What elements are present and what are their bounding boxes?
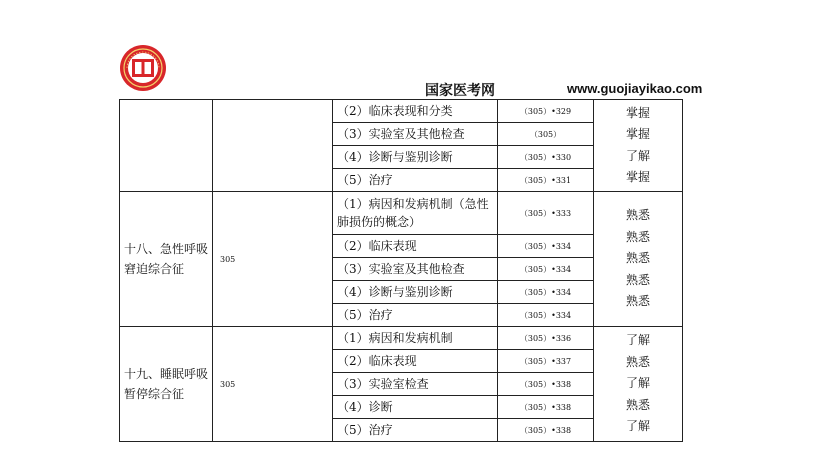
site-logo — [119, 44, 167, 92]
ref-cell: （305） — [498, 123, 594, 146]
level-text: 掌握 — [625, 127, 650, 141]
ref-cell: （305）•338 — [498, 396, 594, 419]
disease-cell — [120, 327, 213, 442]
level-text: 熟悉 — [625, 208, 650, 223]
item-cell: （4）诊断与鉴别诊断 — [333, 281, 498, 304]
level-cell — [594, 100, 683, 192]
item-line1: （1）病因和发病机制（急性 — [337, 197, 489, 211]
code-cell — [213, 100, 333, 192]
item-cell: （2）临床表现 — [333, 235, 498, 258]
disease-name-line2: 暂停综合征 — [124, 387, 185, 401]
ref-cell: （305）•334 — [498, 258, 594, 281]
ref-cell: （305）•330 — [498, 146, 594, 169]
item-cell: （1）病因和发病机制 — [333, 327, 498, 350]
item-cell: （4）诊断 — [333, 396, 498, 419]
site-title: 国家医考网 — [425, 83, 495, 99]
item-cell: （4）诊断与鉴别诊断 — [333, 146, 498, 169]
disease-cell — [120, 100, 213, 192]
level-cell — [594, 192, 683, 327]
syllabus-table — [119, 99, 683, 442]
disease-name-line1: 十八、急性呼吸 — [124, 242, 209, 256]
level-text: 掌握 — [625, 170, 650, 184]
item-cell: （2）临床表现和分类 — [333, 100, 498, 123]
level-text: 熟悉 — [625, 272, 650, 287]
ref-cell: （305）•338 — [498, 373, 594, 396]
ref-cell: （305）•334 — [498, 281, 594, 304]
level-text: 熟悉 — [625, 397, 650, 412]
item-line2: 肺损伤的概念） — [337, 215, 422, 229]
level-text: 熟悉 — [625, 229, 650, 244]
disease-name-line1: 十九、睡眠呼吸 — [124, 367, 209, 381]
ref-cell: （305）•336 — [498, 327, 594, 350]
item-cell: （5）治疗 — [333, 304, 498, 327]
ref-cell: （305）•333 — [498, 192, 594, 235]
item-cell — [333, 192, 498, 235]
ref-cell: （305）•331 — [498, 169, 594, 192]
table-row — [120, 100, 683, 123]
ref-cell: （305）•338 — [498, 419, 594, 442]
code-cell: 305 — [213, 327, 333, 442]
code-cell: 305 — [213, 192, 333, 327]
ref-cell: （305）•337 — [498, 350, 594, 373]
level-text: 了解 — [625, 376, 650, 391]
ref-cell: （305）•334 — [498, 304, 594, 327]
item-cell: （2）临床表现 — [333, 350, 498, 373]
item-cell: （3）实验室及其他检查 — [333, 258, 498, 281]
level-text: 熟悉 — [625, 354, 650, 369]
site-url-link[interactable]: www.guojiayikao.com — [567, 81, 703, 96]
level-text: 熟悉 — [625, 251, 650, 266]
level-text: 了解 — [625, 148, 650, 163]
ref-cell: （305）•329 — [498, 100, 594, 123]
level-text: 了解 — [625, 419, 650, 434]
level-text: 掌握 — [625, 105, 650, 120]
item-cell: （5）治疗 — [333, 419, 498, 442]
disease-cell — [120, 192, 213, 327]
item-cell: （3）实验室及其他检查 — [333, 123, 498, 146]
level-cell — [594, 327, 683, 442]
item-cell: （5）治疗 — [333, 169, 498, 192]
level-text: 熟悉 — [625, 294, 650, 309]
table-row — [120, 192, 683, 235]
ref-cell: （305）•334 — [498, 235, 594, 258]
disease-name-line2: 窘迫综合征 — [124, 262, 185, 276]
item-cell: （3）实验室检查 — [333, 373, 498, 396]
table-row — [120, 327, 683, 350]
level-text: 了解 — [625, 333, 650, 348]
